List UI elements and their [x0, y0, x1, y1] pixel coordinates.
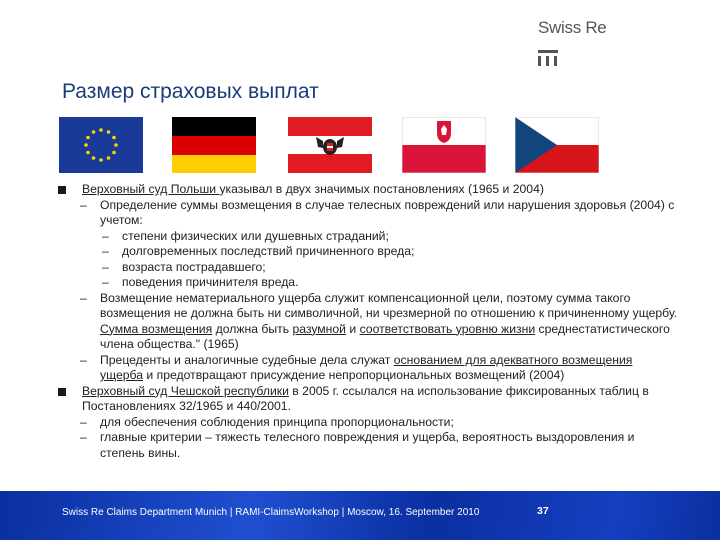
- criteria-item: [58, 229, 678, 245]
- poland-sub-item-1: [58, 198, 678, 229]
- underlined-phrase: основанием для адекватного возмещения ущерба: [100, 352, 633, 382]
- eu-flag: [59, 117, 143, 173]
- dash-marker: –: [80, 430, 87, 444]
- criteria-text: поведения причинителя вреда.: [122, 275, 299, 289]
- poland-sub2-text: Возмещение нематериального ущерба служит компенсационной цели, поэтому сумма такого возмещения не должна быть ни символичной, ни чрезмерной по отношению к причиненному ущербу.: [100, 290, 678, 320]
- underlined-phrase: соответствовать уровню жизни: [359, 321, 536, 336]
- dash-marker: –: [80, 352, 87, 367]
- logo-text: Swiss Re: [538, 18, 607, 37]
- poland-sub-text-1: Определение суммы возмещения в случае телесных повреждений или нарушения здоровья (2004) с учетом:: [100, 197, 675, 227]
- dash-marker: –: [102, 259, 109, 274]
- underlined-phrase: разумной: [292, 321, 346, 336]
- dash-marker: –: [102, 275, 109, 289]
- slide-body: [58, 182, 678, 461]
- poland-sub2-text: должна быть: [212, 321, 293, 336]
- czech-sub-text-1: для обеспечения соблюдения принципа пропорциональности;: [100, 414, 454, 429]
- page-number: 37: [537, 505, 549, 517]
- czech-court-label: Верховный суд Чешской республики: [82, 383, 289, 398]
- criteria-text: возраста пострадавшего;: [122, 259, 266, 274]
- dash-marker: –: [102, 244, 109, 258]
- poland-sub2-text: среднестатистического члена общества." (1965): [100, 321, 670, 351]
- criteria-item: [58, 244, 678, 260]
- poland-sub3-text: и предотвращают присуждение непропорциональных возмещений (2004): [143, 368, 565, 382]
- poland-sub-item-3: [58, 353, 678, 384]
- czech-flag: [515, 117, 599, 173]
- poland-sub-item-2: [58, 291, 678, 353]
- dash-marker: –: [80, 290, 87, 305]
- czech-sub-item-1: [58, 415, 678, 431]
- poland-court-label: Верховный суд Польши: [82, 182, 220, 196]
- poland-intro-text: указывал в двух значимых постановлениях (1965 и 2004): [219, 182, 544, 196]
- dash-marker: –: [80, 414, 87, 429]
- footer-text: Swiss Re Claims Department Munich | RAMI-ClaimsWorkshop | Moscow, 16. September 2010: [62, 507, 480, 518]
- criteria-text: степени физических или душевных страданий;: [122, 228, 389, 243]
- footer-bar: [0, 491, 720, 540]
- criteria-item: [58, 275, 678, 291]
- poland-flag: [402, 117, 486, 173]
- criteria-text: долговременных последствий причиненного вреда;: [122, 244, 415, 258]
- bullet-marker: [58, 186, 66, 194]
- czech-sub-item-2: [58, 430, 678, 461]
- criteria-item: [58, 260, 678, 276]
- bullet-poland: [58, 182, 678, 198]
- germany-flag: [172, 117, 256, 173]
- dash-marker: –: [80, 197, 87, 212]
- swiss-re-logo: [538, 18, 638, 38]
- dash-marker: –: [102, 228, 109, 243]
- slide-title: Размер страховых выплат: [62, 80, 319, 103]
- underlined-phrase: Сумма возмещения: [100, 321, 213, 336]
- bullet-czech: [58, 384, 678, 415]
- austria-flag: [288, 117, 372, 173]
- poland-sub3-text: Прецеденты и аналогичные судебные дела служат: [100, 352, 394, 367]
- bullet-marker: [58, 388, 66, 396]
- poland-sub2-text: и: [345, 321, 360, 336]
- czech-intro-text: в 2005 г. ссылался на использование фиксированных таблиц в Постановлениях 32/1965 и 440/2001.: [82, 383, 649, 413]
- czech-sub-text-2: главные критерии – тяжесть телесного повреждения и ущерба, вероятность выздоровления и степень вины.: [100, 430, 635, 460]
- swiss-re-logo-mark-icon: [538, 50, 558, 66]
